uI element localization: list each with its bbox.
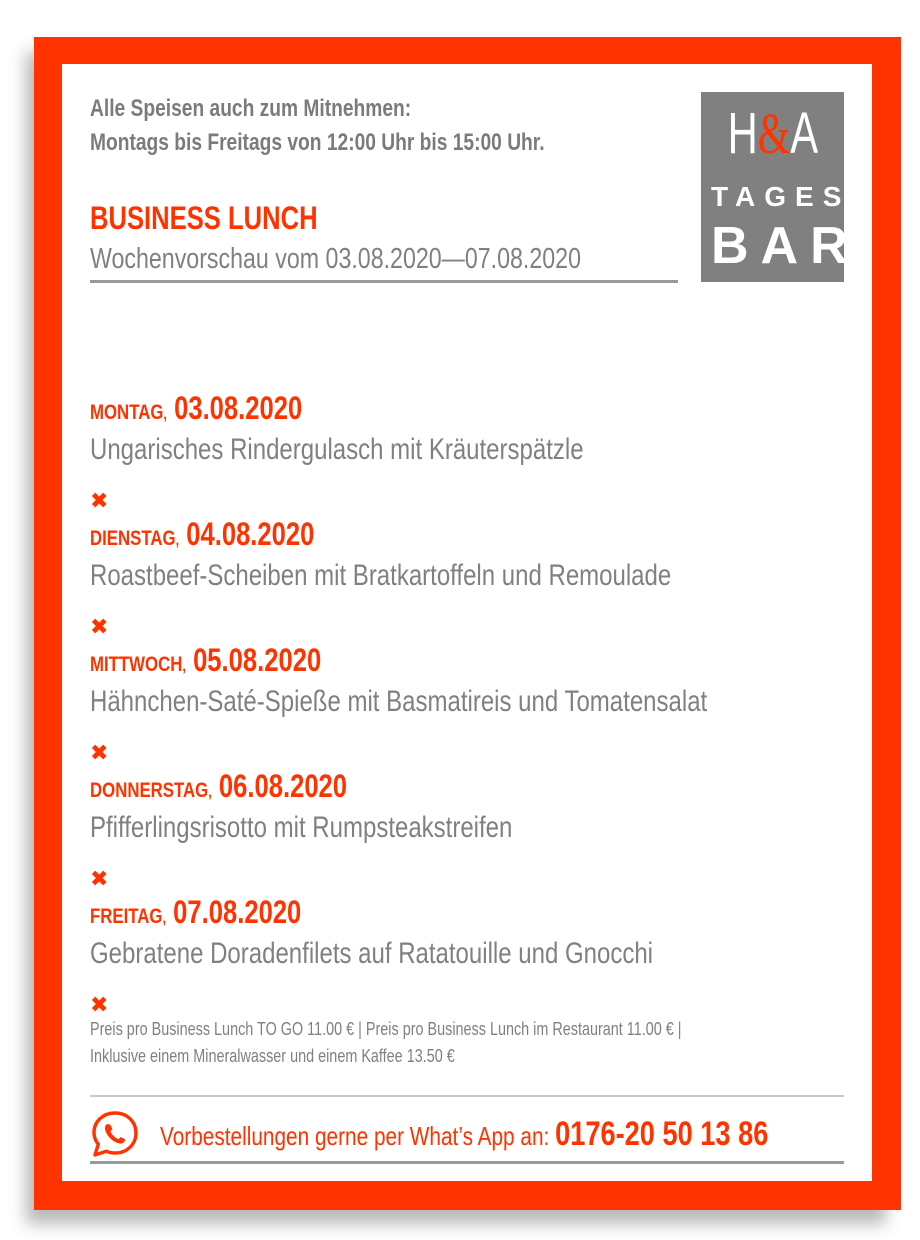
dish-name: Ungarisches Rindergulasch mit Kräuterspätzle bbox=[90, 433, 584, 466]
bottom-divider bbox=[90, 1161, 844, 1164]
day-tuesday: DIENSTAG, 04.08.2020 Roastbeef-Scheiben mit Bratkartoffeln und Remoulade ✖ bbox=[90, 516, 817, 638]
day-name: FREITAG bbox=[90, 905, 163, 928]
preorder-text: Vorbestellungen gerne per What’s App an: bbox=[160, 1121, 550, 1151]
header-divider bbox=[90, 280, 678, 283]
day-date: 07.08.2020 bbox=[173, 894, 302, 930]
dish-name: Hähnchen-Saté-Spieße mit Basmatireis und Tomatensalat bbox=[90, 685, 708, 718]
logo-tages: TAGES bbox=[711, 181, 851, 212]
separator-icon: ✖ bbox=[90, 866, 109, 891]
day-wednesday: MITTWOCH, 05.08.2020 Hähnchen-Saté-Spieße mit Basmatireis und Tomatensalat ✖ bbox=[90, 642, 862, 764]
day-date: 04.08.2020 bbox=[186, 516, 315, 552]
price-info bbox=[90, 1016, 829, 1070]
dish-name: Roastbeef-Scheiben mit Bratkartoffeln und Remoulade bbox=[90, 559, 672, 592]
logo-letter-h: H bbox=[727, 101, 758, 166]
price-line: Inklusive einem Mineralwasser und einem Kaffee 13.50 € bbox=[90, 1046, 455, 1066]
separator-icon: ✖ bbox=[90, 992, 109, 1017]
phone-number[interactable]: 0176-20 50 13 86 bbox=[555, 1115, 769, 1153]
menu-title: BUSINESS LUNCH bbox=[90, 200, 318, 236]
day-name: MONTAG bbox=[90, 401, 164, 424]
separator-icon: ✖ bbox=[90, 740, 109, 765]
separator-icon: ✖ bbox=[90, 488, 109, 513]
logo-ampersand: & bbox=[757, 101, 790, 166]
day-date: 05.08.2020 bbox=[193, 642, 322, 678]
takeaway-info bbox=[90, 92, 658, 160]
tagesbar-logo bbox=[701, 92, 860, 282]
dish-name: Pfifferlingsrisotto mit Rumpsteakstreifen bbox=[90, 811, 513, 844]
separator-icon: ✖ bbox=[90, 614, 109, 639]
day-monday: MONTAG, 03.08.2020 Ungarisches Rindergulasch mit Kräuterspätzle ✖ bbox=[90, 390, 707, 512]
day-thursday: DONNERSTAG, 06.08.2020 Pfifferlingsrisotto mit Rumpsteakstreifen ✖ bbox=[90, 768, 618, 890]
day-date: 06.08.2020 bbox=[218, 768, 348, 804]
day-name: DIENSTAG bbox=[90, 527, 176, 550]
footer-divider bbox=[90, 1095, 844, 1097]
day-date: 03.08.2020 bbox=[174, 390, 303, 426]
price-line: Preis pro Business Lunch TO GO 11.00 € | Preis pro Business Lunch im Restaurant 11.00 € | bbox=[90, 1019, 682, 1039]
day-name: DONNERSTAG bbox=[90, 779, 209, 802]
logo-bar: BAR bbox=[711, 217, 860, 275]
whatsapp-icon bbox=[90, 1110, 140, 1158]
week-range: Wochenvorschau vom 03.08.2020—07.08.2020 bbox=[90, 243, 581, 275]
day-friday: FREITAG, 07.08.2020 Gebratene Doradenfilets auf Ratatouille und Gnocchi ✖ bbox=[90, 894, 794, 1016]
logo-letter-a: A bbox=[789, 101, 818, 166]
dish-name: Gebratene Doradenfilets auf Ratatouille und Gnocchi bbox=[90, 937, 654, 970]
preorder-contact bbox=[160, 1114, 920, 1156]
opening-hours: Montags bis Freitags von 12:00 Uhr bis 15:00 Uhr. bbox=[90, 129, 545, 156]
day-name: MITTWOCH bbox=[90, 653, 183, 676]
menu-card bbox=[62, 64, 872, 1181]
takeaway-line: Alle Speisen auch zum Mitnehmen: bbox=[90, 95, 412, 122]
